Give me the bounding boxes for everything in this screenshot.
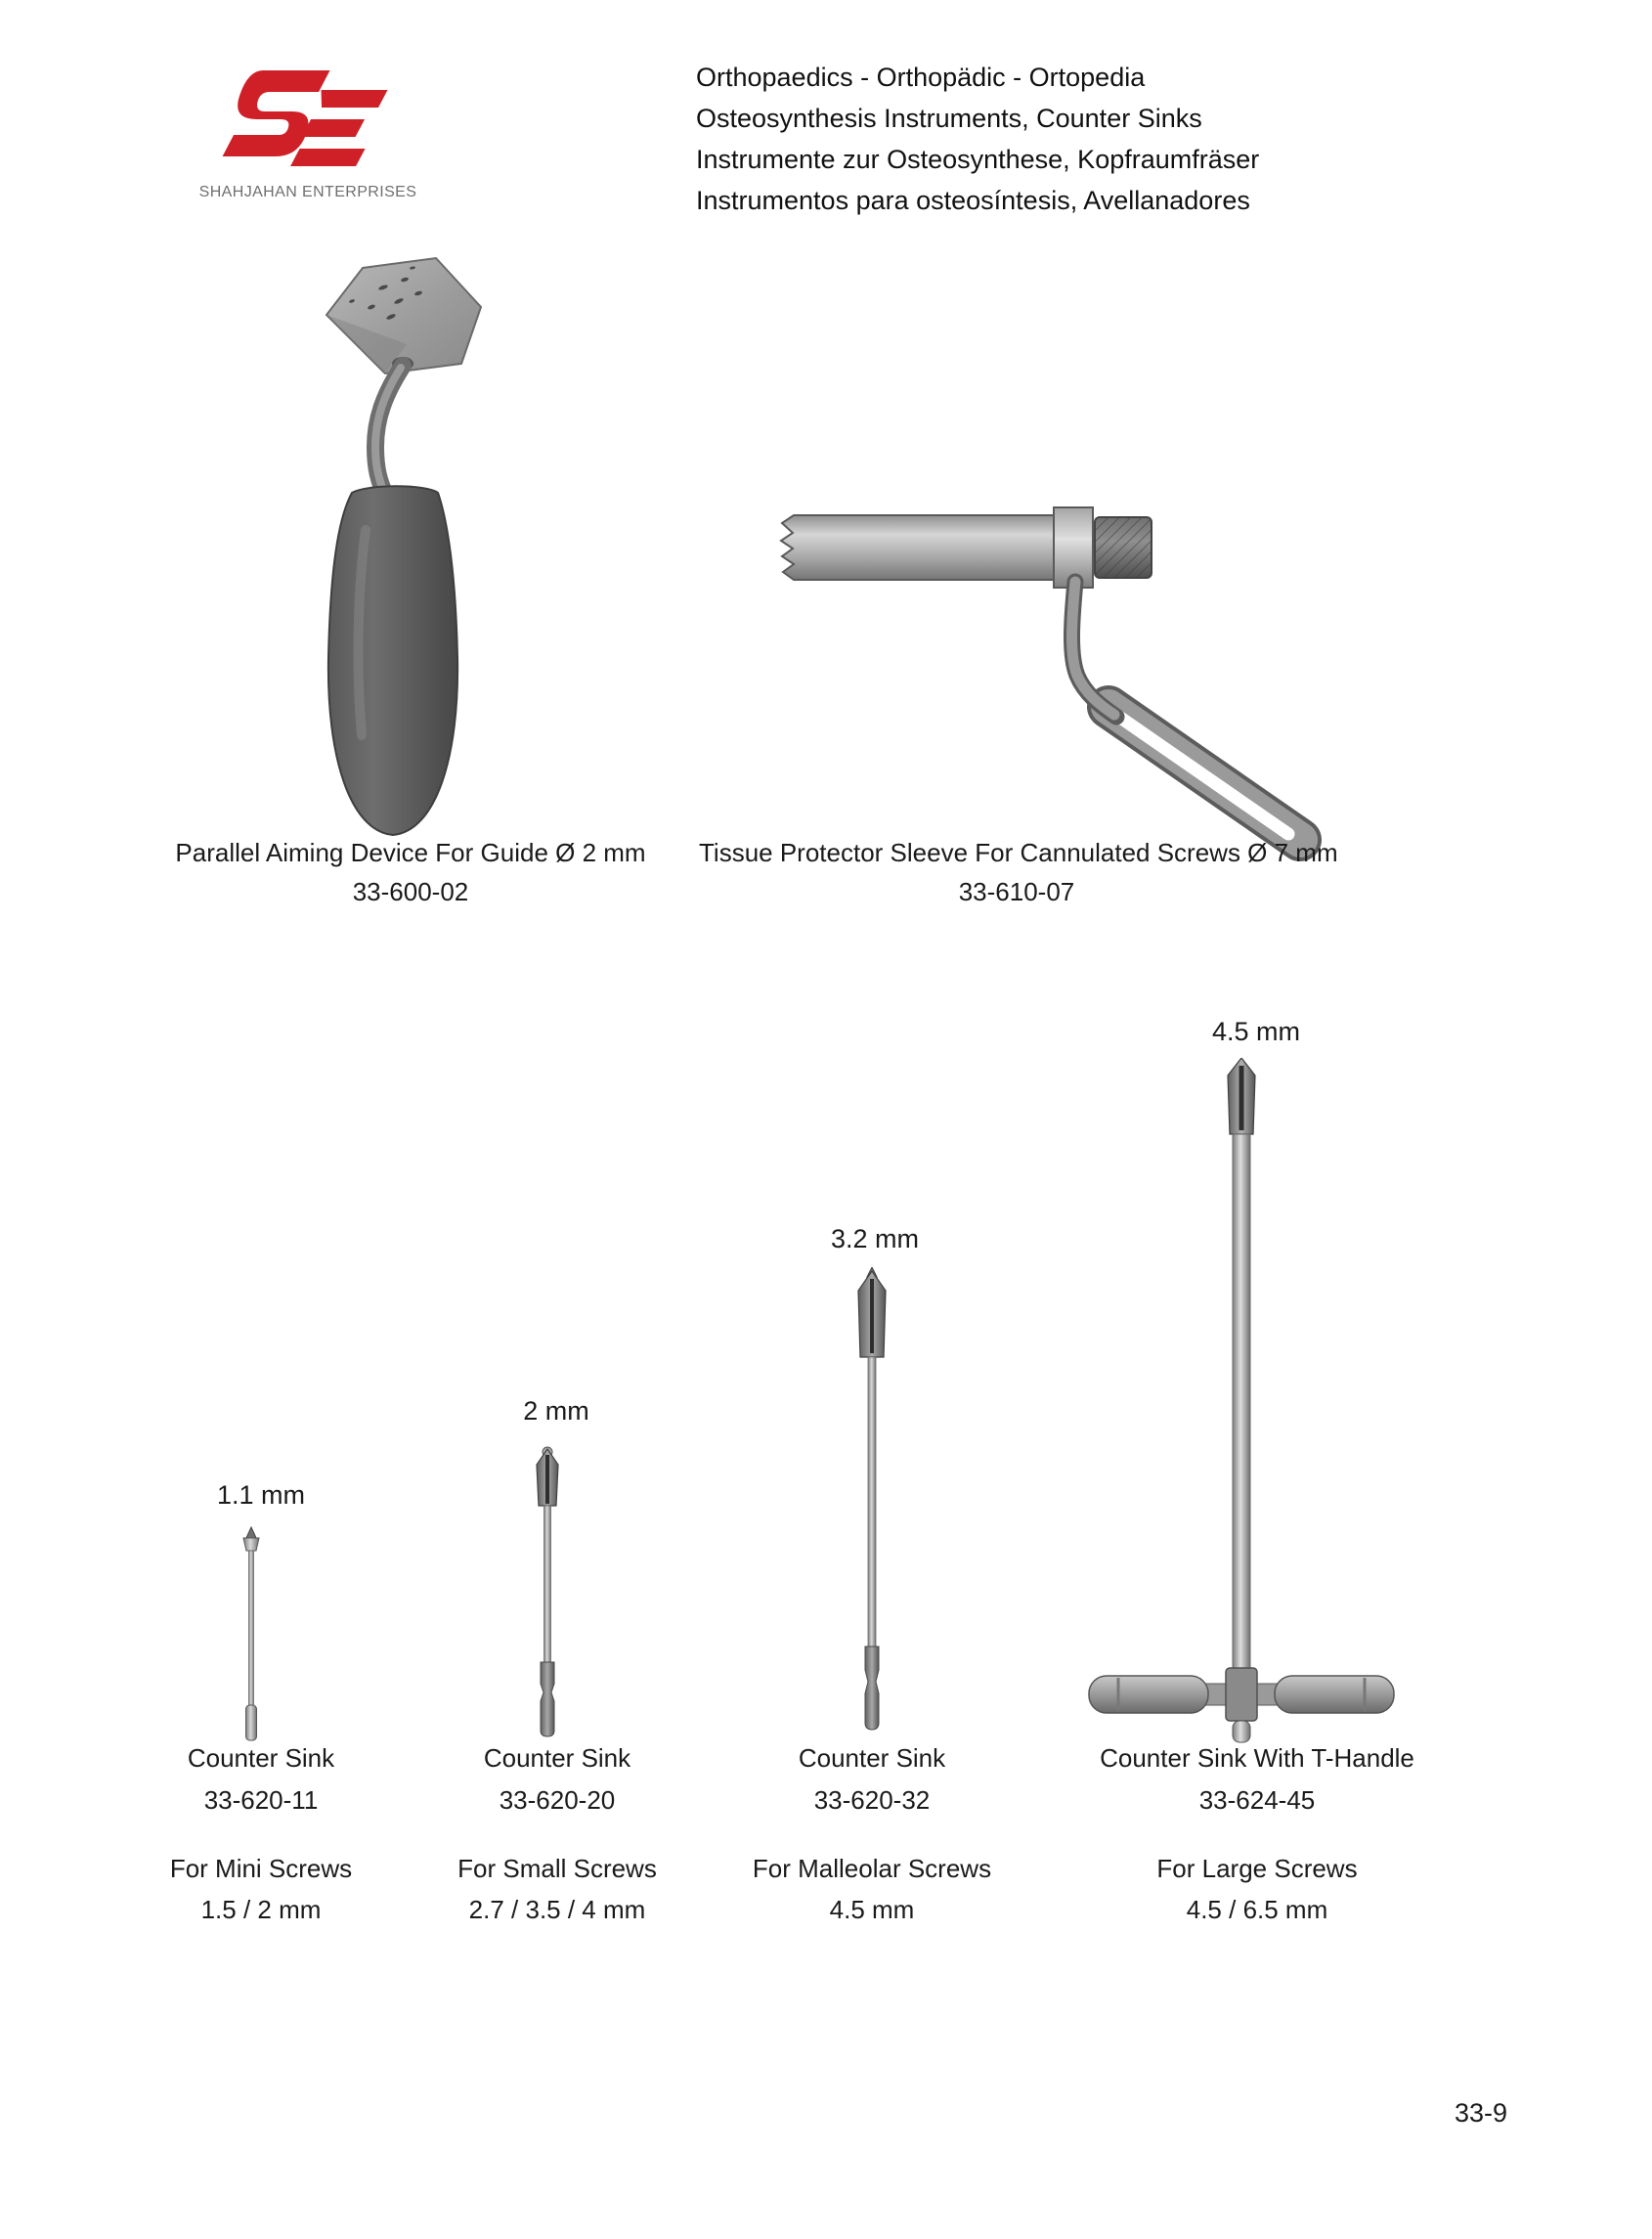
page-header xyxy=(696,57,1400,221)
tip-size-label: 2 mm xyxy=(523,1396,589,1426)
product-screw-sizes: 4.5 mm xyxy=(829,1895,915,1924)
se-logo-icon xyxy=(191,57,415,182)
product-screw-sizes: 1.5 / 2 mm xyxy=(200,1895,322,1924)
header-line-4: Instrumentos para osteosíntesis, Avellanadores xyxy=(696,186,1250,215)
counter-sink-caption xyxy=(1071,1743,1443,1925)
product-caption xyxy=(699,833,1338,911)
tip-size-label: 1.1 mm xyxy=(216,1480,306,1510)
product-screw-sizes: 4.5 / 6.5 mm xyxy=(1186,1895,1328,1924)
product-screw-sizes: 2.7 / 3.5 / 4 mm xyxy=(468,1895,646,1924)
page-number: 33-9 xyxy=(1454,2098,1508,2128)
counter-sink-t-handle-illustration xyxy=(1075,1058,1408,1747)
product-caption xyxy=(137,833,684,911)
header-line-1: Orthopaedics - Orthopädic - Ortopedia xyxy=(696,63,1146,92)
counter-sink-malleolar-illustration xyxy=(843,1267,901,1742)
header-line-2: Osteosynthesis Instruments, Counter Sinks xyxy=(696,104,1202,133)
tip-size-label: 3.2 mm xyxy=(830,1224,920,1253)
product-code: 33-620-11 xyxy=(203,1785,319,1815)
counter-sink-caption xyxy=(686,1743,1058,1925)
tip-size-label: 4.5 mm xyxy=(1211,1017,1301,1046)
product-name: Counter Sink xyxy=(483,1743,631,1773)
product-usage: For Malleolar Screws xyxy=(752,1854,992,1883)
product-usage: For Mini Screws xyxy=(169,1854,353,1883)
product-code: 33-624-45 xyxy=(1198,1785,1316,1815)
product-name: Counter Sink xyxy=(798,1743,946,1773)
product-code: 33-600-02 xyxy=(352,877,469,906)
brand-name: SHAHJAHAN ENTERPRISES xyxy=(198,184,417,200)
product-code: 33-620-32 xyxy=(813,1785,931,1815)
product-name: Tissue Protector Sleeve For Cannulated Screws Ø 7 mm xyxy=(699,838,1338,867)
counter-sink-mini-illustration xyxy=(230,1525,273,1745)
product-usage: For Small Screws xyxy=(457,1854,657,1883)
counter-sink-small-illustration xyxy=(521,1445,574,1740)
product-code: 33-620-20 xyxy=(499,1785,616,1815)
parallel-aiming-device-illustration xyxy=(289,246,514,843)
product-code: 33-610-07 xyxy=(958,877,1075,906)
product-name: Parallel Aiming Device For Guide Ø 2 mm xyxy=(175,838,646,867)
header-line-3: Instrumente zur Osteosynthese, Kopfraumfräser xyxy=(696,145,1260,174)
brand-logo xyxy=(191,57,425,201)
product-usage: For Large Screws xyxy=(1156,1854,1358,1883)
product-name: Counter Sink xyxy=(187,1743,335,1773)
product-name: Counter Sink With T-Handle xyxy=(1100,1743,1414,1773)
tissue-protector-sleeve-illustration xyxy=(753,474,1339,885)
